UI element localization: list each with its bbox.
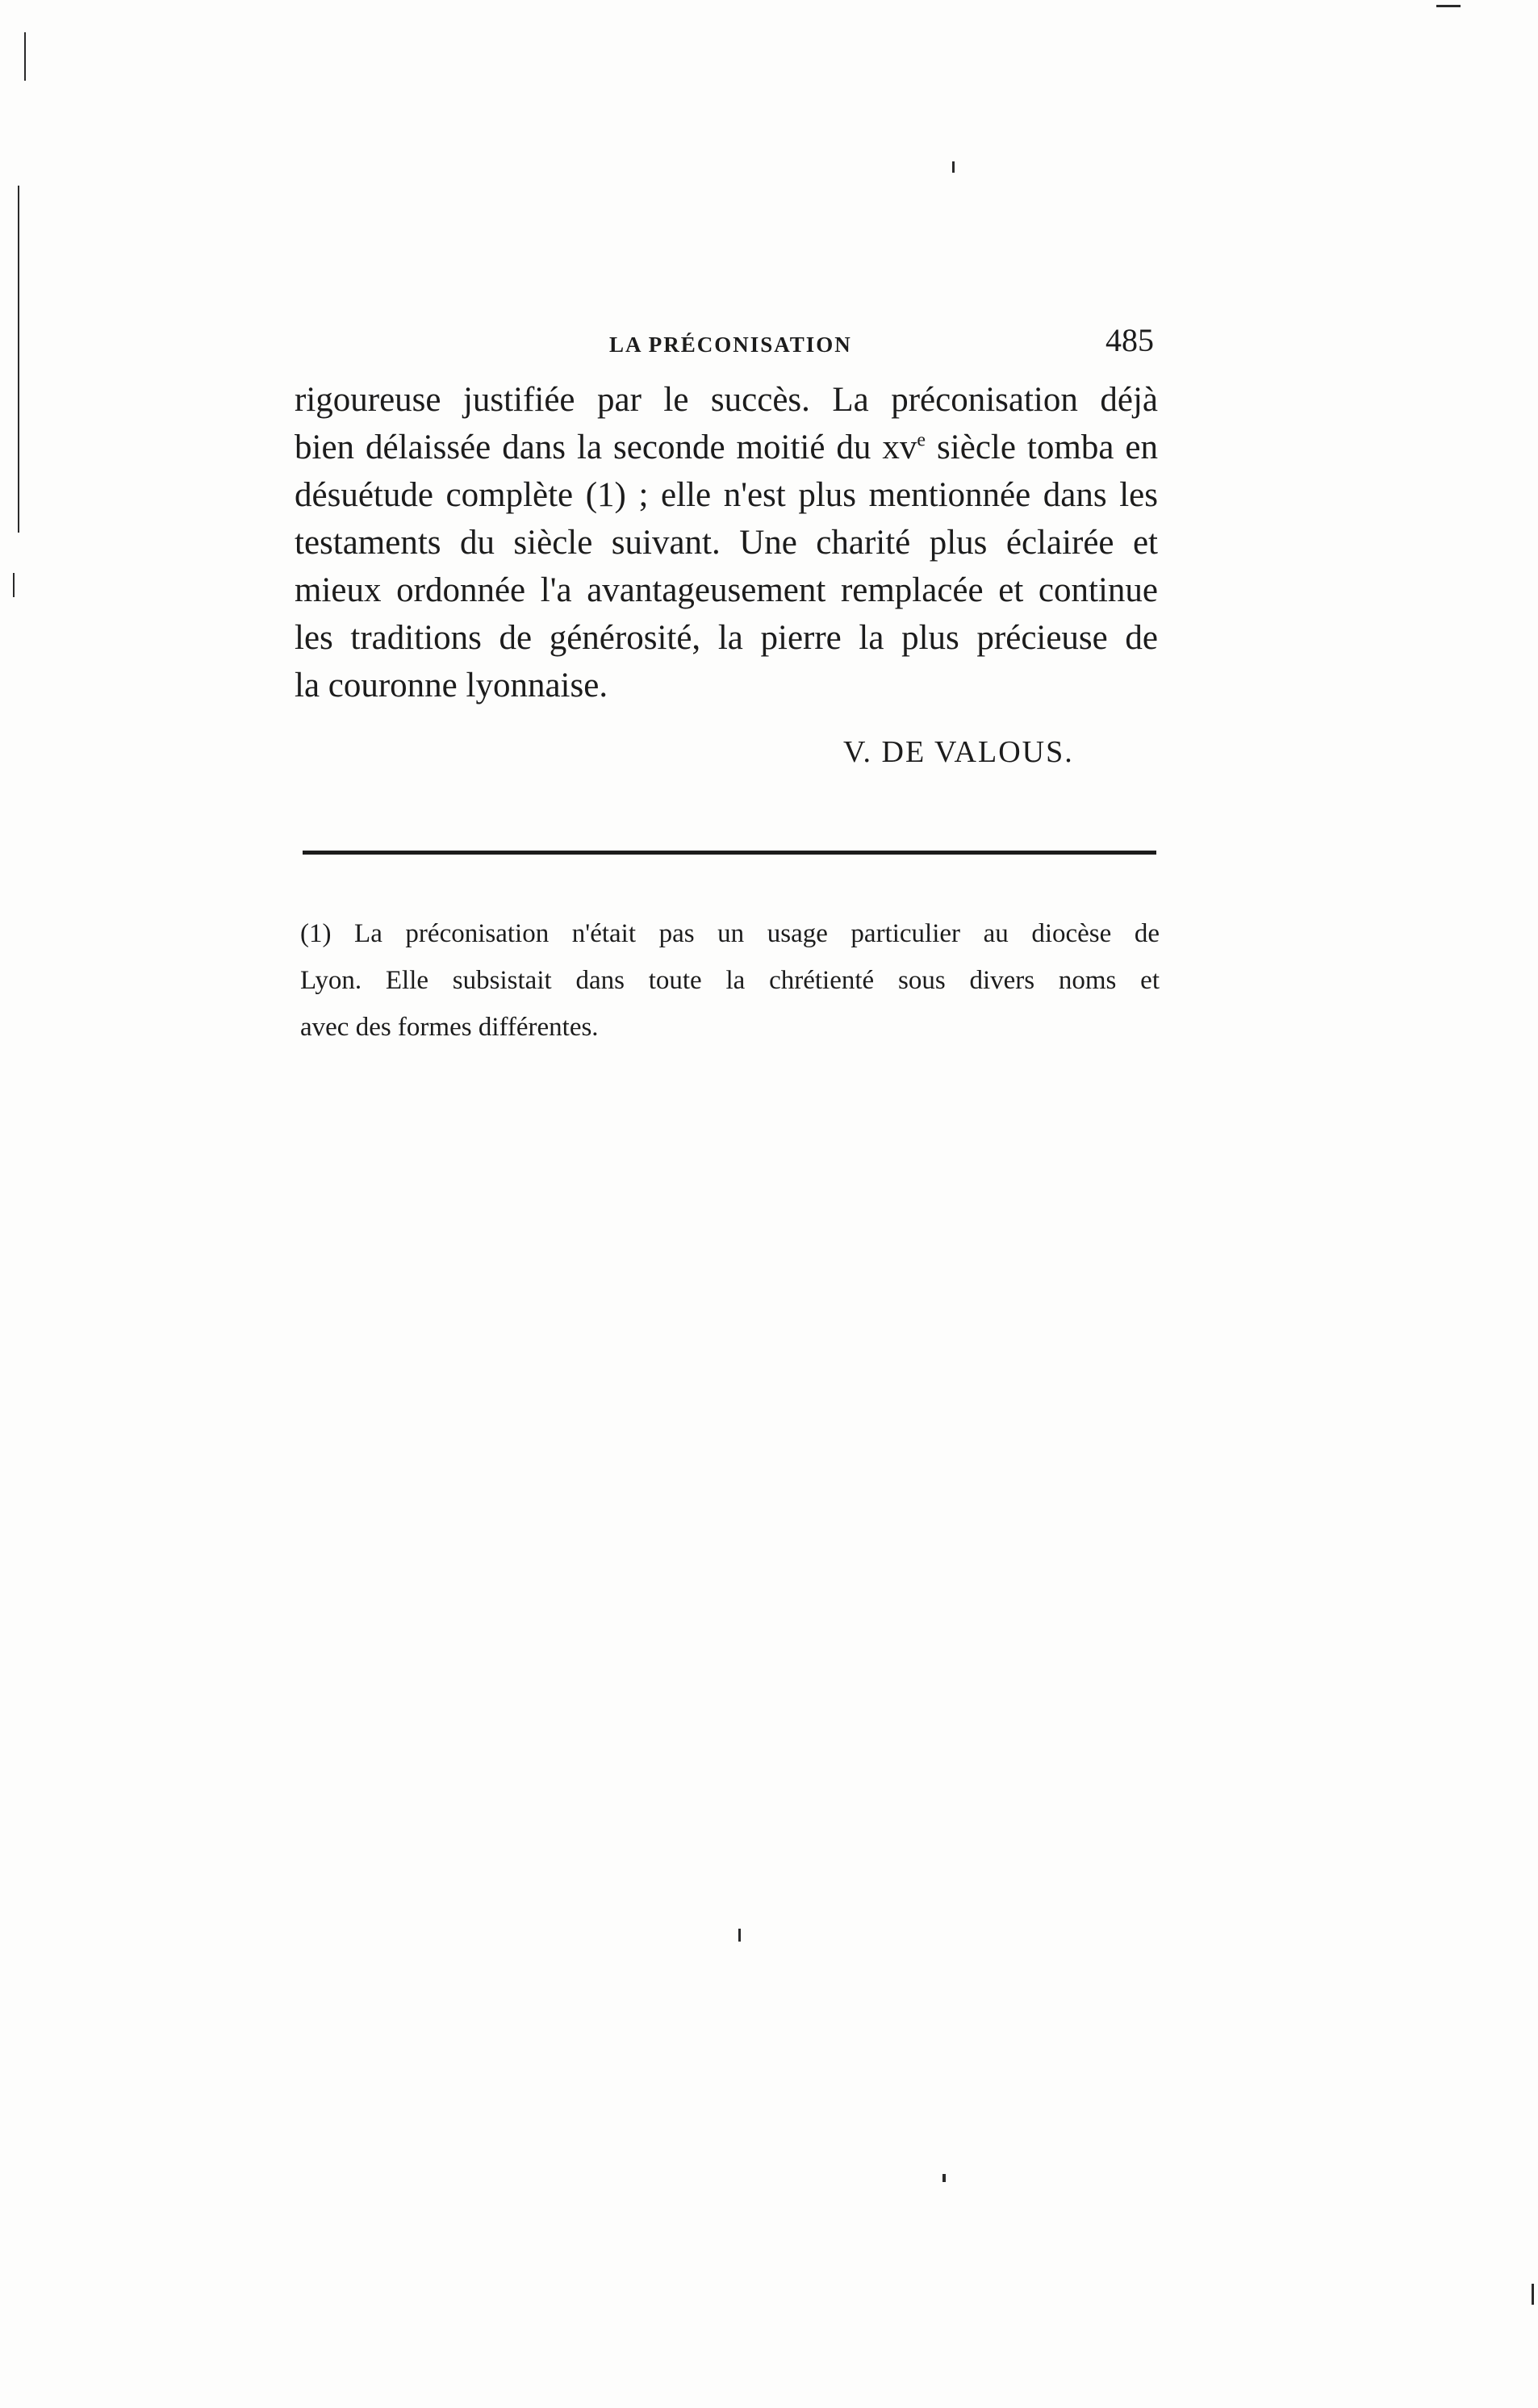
body-line: désuétude complète (1) ; elle n'est plus mentionnée dans les bbox=[295, 476, 1158, 514]
footnote-line: Lyon. Elle subsistait dans toute la chrétienté sous divers noms et bbox=[300, 966, 1160, 995]
scan-artifact bbox=[952, 161, 955, 173]
body-line-end: siècle tomba en bbox=[926, 429, 1158, 466]
scan-artifact bbox=[24, 32, 26, 81]
footnote bbox=[300, 910, 1160, 1051]
scan-artifact bbox=[738, 1929, 741, 1942]
body-line: testaments du siècle suivant. Une charité plus éclairée et bbox=[295, 524, 1158, 562]
body-line: les traditions de générosité, la pierre la plus précieuse de bbox=[295, 619, 1158, 657]
page-number: 485 bbox=[1105, 322, 1154, 358]
body-paragraph bbox=[295, 376, 1158, 709]
scan-artifact bbox=[13, 573, 15, 597]
scan-artifact bbox=[1436, 5, 1461, 7]
scan-artifact bbox=[942, 2174, 946, 2182]
footnote-divider bbox=[303, 851, 1156, 855]
body-line-start: bien délaissée dans la seconde moitié du xv bbox=[295, 429, 917, 466]
body-line: la couronne lyonnaise. bbox=[295, 667, 608, 704]
scan-artifact bbox=[1532, 2284, 1534, 2305]
footnote-line: avec des formes différentes. bbox=[300, 1013, 599, 1042]
body-line bbox=[295, 424, 1158, 471]
footnote-line: (1) La préconisation n'était pas un usage particulier au diocèse de bbox=[300, 919, 1160, 948]
running-head bbox=[295, 321, 1162, 370]
author-signature: V. DE VALOUS. bbox=[843, 735, 1074, 769]
body-line: rigoureuse justifiée par le succès. La préconisation déjà bbox=[295, 381, 1158, 419]
body-line: mieux ordonnée l'a avantageusement remplacée et continue bbox=[295, 571, 1158, 609]
century-superscript: e bbox=[917, 429, 926, 451]
running-title: LA PRÉCONISATION bbox=[609, 332, 852, 357]
scan-artifact bbox=[18, 186, 19, 533]
